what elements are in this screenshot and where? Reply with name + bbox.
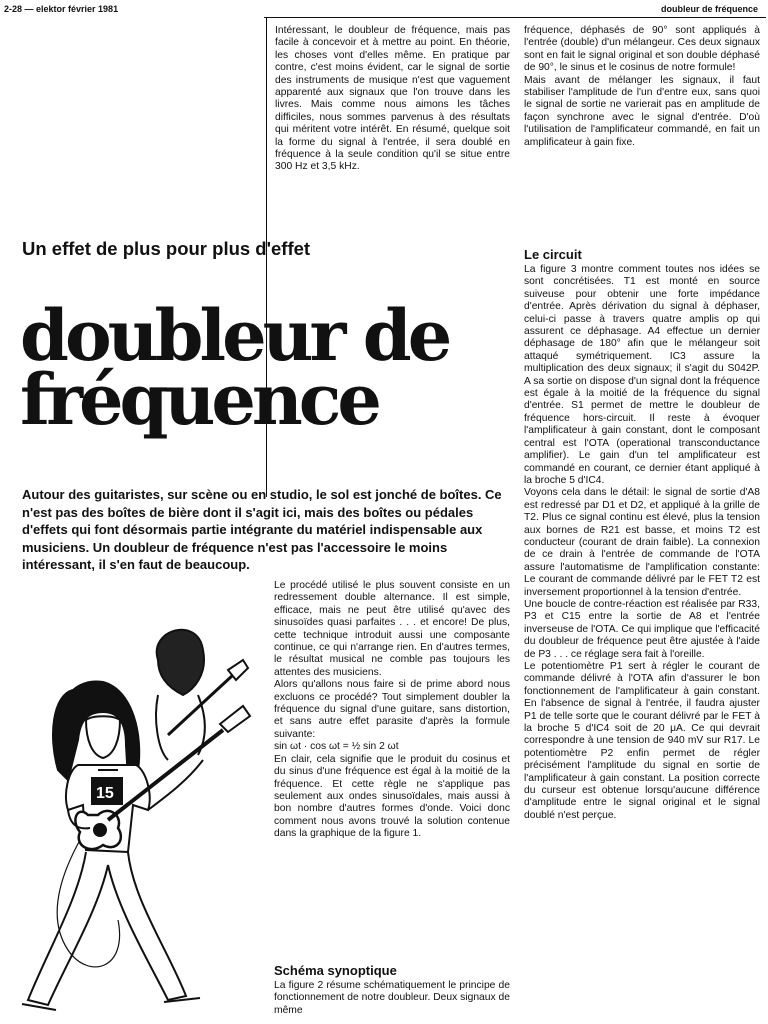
paragraph: Mais avant de mélanger les signaux, il faut stabiliser l'amplitude de l'un d'entre eux, sans quoi le signal de sortie ne varierait pas en amplitude de façon synchrone avec le signal d'entrée. D'où l'utilisation de l'amplificateur commandé, en fait un amplificateur à gain fixe. — [524, 74, 760, 148]
middle-column — [274, 580, 510, 841]
right-column — [524, 264, 760, 822]
paragraph: fréquence, déphasés de 90° sont appliqués à l'entrée (double) d'un mélangeur. Ces deux signaux sont en fait le signal original et son double déphasé de 90°, le sinus et le cosinus de notre formule! — [524, 25, 760, 74]
section-heading: Le circuit — [524, 247, 582, 262]
lead-paragraph: Autour des guitaristes, sur scène ou en studio, le sol est jonché de boîtes. Ce n'est pas des boîtes de bière dont il s'agit ici, mais des boîtes ou pédales d'effets qui font désormais partie intégrante du matériel indispensable aux musiciens. Un doubleur de fréquence n'est pas l'accessoire le moins intéressant, il s'en faut de beaucoup. — [22, 487, 502, 573]
title-line-2: fréquence — [20, 358, 378, 441]
right-column-top — [524, 25, 760, 149]
paragraph: La figure 3 montre comment toutes nos idées se sont concrétisées. T1 est monté en source suiveuse pour obtenir une forte impédance d'entrée. Après dérivation du signal à déphaser, celui-ci passe à travers quatre amplis op qui assurent ce déphasage. A4 effectue un dernier déphasage de 180° afin que le mélangeur soit attaqué symétriquement. IC3 assure la multiplication des deux signaux; il s'agit du S042P. A sa sortie on dispose d'un signal dont la fréquence est égale à la moitié de la fréquence du signal d'entrée. S1 permet de mettre le doubleur de fréquence hors-circuit. Il reste à évoquer l'amplificateur à gain constant, dont le composant central est l'OTA (operational transconductance amplifier). Le gain d'un tel amplificateur est commandé en courant, ce dernier étant appliqué à la broche 5 d'IC4. — [524, 264, 760, 486]
running-header: doubleur de fréquence — [660, 4, 758, 14]
shirt-number: 15 — [96, 785, 114, 802]
guitarist-illustration — [8, 620, 266, 1018]
paragraph: Le potentiomètre P1 sert à régler le courant de commande délivré à l'OTA afin d'assurer le bon fonctionnement de l'amplificateur à gain constant. En l'absence de signal à l'entrée, il faudra ajuster P1 de telle sorte que le courant délivré par le FET à la broche 5 d'IC4 soit de 20 μA. Ce qui devrait correspondre à une tension de 940 mV sur R17. Le potentiomètre P2 enfin permet de régler précisément l'amplitude du signal en sortie de l'amplificateur à gain constant. La position correcte du curseur est obtenue lorsqu'aucune différence d'amplitude entre le signal original et le signal doublé n'est perçue. — [524, 661, 760, 821]
intro-paragraph: Intéressant, le doubleur de fréquence, mais pas facile à concevoir et à mettre au point. En théorie, les choses vont d'elles même. En pratique par contre, c'est moins évident, car le signal de sortie des instruments de musique n'est que vaguement apparenté aux signaux que l'on trouve dans les livres. Mais comme nous aimons les tâches difficiles, nous sommes parvenus à des résultats qui méritent votre intérêt. En résumé, quelque soit la forme du signal à l'entrée, il sera doublé en fréquence à la seule condition qu'il se situe entre 300 Hz et 3,5 kHz. — [275, 25, 510, 173]
paragraph: Voyons cela dans le détail: le signal de sortie d'A8 est redressé par D1 et D2, et appliqué à la grille de T2. Plus ce signal continu est élevé, plus la tension aux bornes de R21 est basse, et moins T2 est conducteur (courant de drain faible). La connexion de ce drain à l'entrée de commande de l'OTA assure l'automatisme de l'amplification constante: Le courant de commande délivré par le FET T2 est inversement proportionnel à la tension d'entrée. — [524, 487, 760, 598]
middle-column-bottom — [274, 980, 510, 1017]
page-folio: 2-28 — elektor février 1981 — [4, 4, 119, 14]
paragraph: En clair, cela signifie que le produit du cosinus et du sinus d'une fréquence est égal à la moitié de la fréquence. Et cette règle ne s'applique pas seulement aux ondes sinusoïdales, mais aussi à bon nombre d'autres formes d'onde. Voici donc comment nous avons trouvé la solution contenue dans la graphique de la figure 1. — [274, 753, 510, 840]
section-heading: Schéma synoptique — [274, 963, 397, 978]
header-rule — [264, 17, 766, 18]
formula: sin ωt · cos ωt = ½ sin 2 ωt — [274, 741, 399, 753]
article-title — [20, 294, 449, 441]
kicker: Un effet de plus pour plus d'effet — [22, 238, 311, 259]
title-line-1: doubleur de — [20, 294, 449, 377]
intro-column — [275, 25, 510, 174]
paragraph: Le procédé utilisé le plus souvent consiste en un redressement double alternance. Il est simple, efficace, mais ne peut être utilisé qu'avec des sinusoïdes quasi parfaites . . . et encore! De plus, cette technique introduit aussi une composante continue, ce qui n'arrange rien. En d'autres termes, le résultat musical ne comble pas toujours les attentes des musiciens. — [274, 580, 510, 678]
paragraph: La figure 2 résume schématiquement le principe de fonctionnement de notre doubleur. Deux signaux de même — [274, 980, 510, 1016]
paragraph: Une boucle de contre-réaction est réalisée par R33, P3 et C15 entre la sortie de A8 et l'entrée inverseuse de l'OTA. Ce qui implique que l'efficacité du doubleur de fréquence peut être ajustée à l'aide de P3 . . . ce réglage sera fait à l'oreille. — [524, 598, 760, 660]
paragraph: Alors qu'allons nous faire si de prime abord nous excluons ce procédé? Tout simplement doubler la fréquence du signal d'une guitare, sans distortion, et sans autre effet parasite d'après la formule suivante: — [274, 679, 510, 740]
